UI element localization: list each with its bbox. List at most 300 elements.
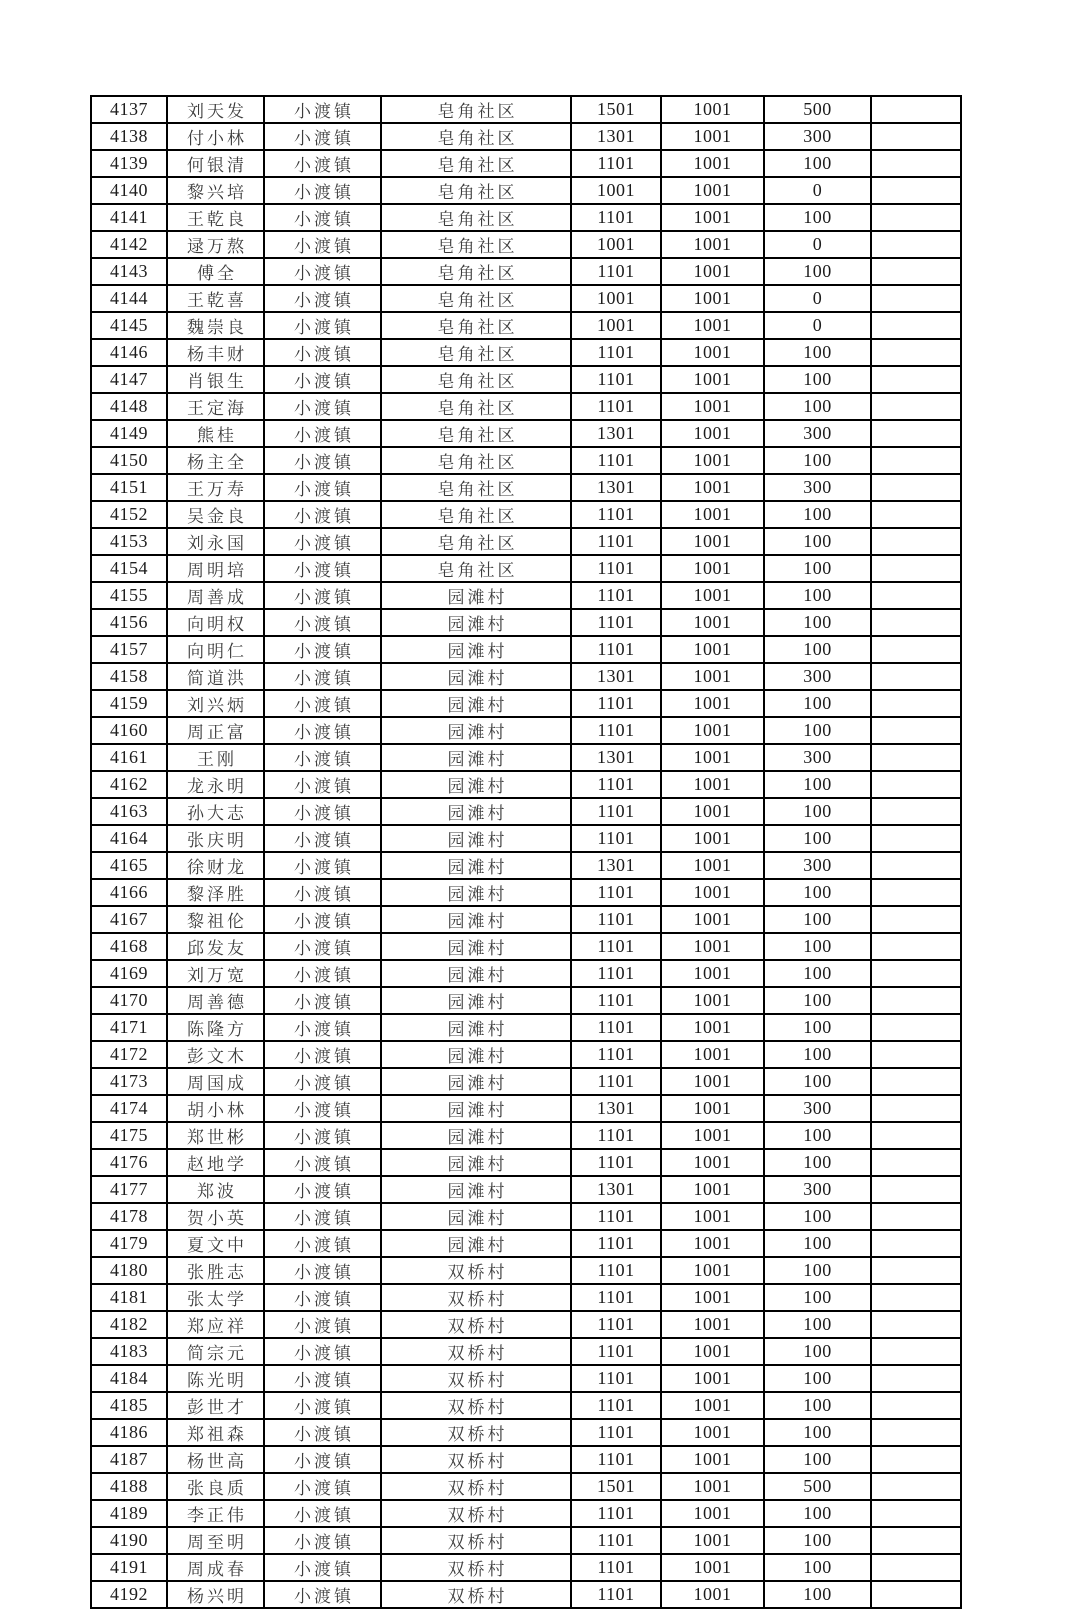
cell-town: 小渡镇 [264,744,381,771]
cell-row-id: 4142 [91,231,167,258]
cell-amount-extra: 100 [764,1392,871,1419]
cell-amount-extra: 100 [764,1041,871,1068]
cell-town: 小渡镇 [264,150,381,177]
cell-empty [871,1446,961,1473]
cell-amount-base: 1001 [661,960,764,987]
cell-town: 小渡镇 [264,1122,381,1149]
cell-amount-extra: 100 [764,1554,871,1581]
cell-row-id: 4186 [91,1419,167,1446]
cell-person-name: 郑应祥 [167,1311,264,1338]
cell-amount-base: 1001 [661,123,764,150]
table-row [91,1014,961,1041]
cell-amount-extra: 100 [764,960,871,987]
cell-amount-total: 1301 [571,474,661,501]
cell-row-id: 4143 [91,258,167,285]
table-row [91,825,961,852]
cell-row-id: 4149 [91,420,167,447]
cell-village: 皂角社区 [381,258,571,285]
cell-village: 皂角社区 [381,285,571,312]
cell-village: 皂角社区 [381,474,571,501]
table-row [91,258,961,285]
cell-amount-total: 1101 [571,1500,661,1527]
cell-empty [871,555,961,582]
cell-row-id: 4188 [91,1473,167,1500]
cell-amount-total: 1101 [571,528,661,555]
cell-village: 园滩村 [381,1230,571,1257]
table-row [91,339,961,366]
cell-village: 皂角社区 [381,177,571,204]
table-row [91,1041,961,1068]
cell-town: 小渡镇 [264,960,381,987]
cell-amount-total: 1501 [571,96,661,123]
cell-empty [871,609,961,636]
cell-person-name: 徐财龙 [167,852,264,879]
cell-village: 园滩村 [381,798,571,825]
cell-person-name: 傅全 [167,258,264,285]
cell-empty [871,231,961,258]
cell-person-name: 龙永明 [167,771,264,798]
cell-amount-base: 1001 [661,1203,764,1230]
cell-amount-base: 1001 [661,1284,764,1311]
cell-amount-base: 1001 [661,393,764,420]
cell-village: 园滩村 [381,1068,571,1095]
cell-person-name: 郑世彬 [167,1122,264,1149]
cell-village: 双桥村 [381,1257,571,1284]
cell-empty [871,528,961,555]
cell-village: 园滩村 [381,825,571,852]
cell-row-id: 4181 [91,1284,167,1311]
cell-empty [871,258,961,285]
table-row [91,1230,961,1257]
table-row [91,771,961,798]
cell-row-id: 4185 [91,1392,167,1419]
cell-amount-total: 1101 [571,1419,661,1446]
cell-empty [871,1095,961,1122]
cell-person-name: 彭文木 [167,1041,264,1068]
cell-person-name: 杨主全 [167,447,264,474]
cell-town: 小渡镇 [264,771,381,798]
cell-amount-total: 1101 [571,1230,661,1257]
cell-amount-total: 1101 [571,798,661,825]
cell-amount-total: 1101 [571,879,661,906]
cell-empty [871,798,961,825]
cell-row-id: 4190 [91,1527,167,1554]
cell-person-name: 刘兴炳 [167,690,264,717]
cell-row-id: 4165 [91,852,167,879]
cell-row-id: 4164 [91,825,167,852]
cell-village: 双桥村 [381,1365,571,1392]
cell-amount-base: 1001 [661,528,764,555]
cell-amount-base: 1001 [661,96,764,123]
cell-amount-base: 1001 [661,420,764,447]
cell-amount-extra: 300 [764,123,871,150]
cell-village: 园滩村 [381,771,571,798]
cell-row-id: 4144 [91,285,167,312]
cell-amount-base: 1001 [661,690,764,717]
cell-amount-extra: 300 [764,1176,871,1203]
cell-town: 小渡镇 [264,717,381,744]
cell-amount-extra: 100 [764,717,871,744]
cell-town: 小渡镇 [264,825,381,852]
cell-amount-total: 1101 [571,771,661,798]
cell-amount-total: 1101 [571,1068,661,1095]
cell-village: 园滩村 [381,1014,571,1041]
table-row [91,1581,961,1608]
cell-row-id: 4156 [91,609,167,636]
cell-amount-total: 1101 [571,501,661,528]
cell-village: 双桥村 [381,1554,571,1581]
cell-row-id: 4155 [91,582,167,609]
table-row [91,663,961,690]
cell-village: 园滩村 [381,717,571,744]
cell-village: 园滩村 [381,582,571,609]
cell-amount-total: 1101 [571,1392,661,1419]
cell-amount-extra: 300 [764,852,871,879]
cell-person-name: 王乾良 [167,204,264,231]
cell-village: 园滩村 [381,879,571,906]
cell-row-id: 4162 [91,771,167,798]
cell-amount-extra: 300 [764,744,871,771]
cell-amount-base: 1001 [661,1041,764,1068]
cell-person-name: 郑波 [167,1176,264,1203]
cell-village: 园滩村 [381,663,571,690]
cell-amount-base: 1001 [661,366,764,393]
cell-amount-extra: 100 [764,933,871,960]
table-row [91,1527,961,1554]
cell-empty [871,1311,961,1338]
cell-amount-extra: 300 [764,474,871,501]
cell-village: 园滩村 [381,609,571,636]
cell-amount-base: 1001 [661,1365,764,1392]
cell-person-name: 肖银生 [167,366,264,393]
cell-amount-extra: 100 [764,1149,871,1176]
cell-village: 园滩村 [381,906,571,933]
cell-town: 小渡镇 [264,231,381,258]
cell-person-name: 黎兴培 [167,177,264,204]
table-row [91,1068,961,1095]
cell-amount-extra: 100 [764,690,871,717]
cell-amount-total: 1101 [571,1149,661,1176]
cell-amount-base: 1001 [661,1500,764,1527]
cell-row-id: 4176 [91,1149,167,1176]
cell-amount-total: 1301 [571,744,661,771]
cell-amount-extra: 100 [764,204,871,231]
table-row [91,1176,961,1203]
cell-row-id: 4180 [91,1257,167,1284]
cell-amount-total: 1101 [571,366,661,393]
cell-amount-base: 1001 [661,1122,764,1149]
cell-town: 小渡镇 [264,1392,381,1419]
cell-amount-total: 1101 [571,636,661,663]
table-row [91,555,961,582]
cell-village: 双桥村 [381,1311,571,1338]
cell-amount-total: 1301 [571,1095,661,1122]
cell-village: 皂角社区 [381,150,571,177]
cell-village: 双桥村 [381,1446,571,1473]
cell-row-id: 4152 [91,501,167,528]
cell-empty [871,1041,961,1068]
table-row [91,1500,961,1527]
cell-village: 皂角社区 [381,123,571,150]
cell-amount-base: 1001 [661,798,764,825]
cell-empty [871,771,961,798]
cell-empty [871,312,961,339]
table-row [91,231,961,258]
cell-row-id: 4141 [91,204,167,231]
cell-person-name: 周善成 [167,582,264,609]
cell-town: 小渡镇 [264,528,381,555]
cell-amount-base: 1001 [661,609,764,636]
cell-town: 小渡镇 [264,204,381,231]
cell-amount-total: 1101 [571,1365,661,1392]
table-row [91,1122,961,1149]
cell-village: 园滩村 [381,1122,571,1149]
cell-row-id: 4163 [91,798,167,825]
roster-table [90,95,962,1609]
cell-empty [871,96,961,123]
cell-village: 双桥村 [381,1500,571,1527]
cell-person-name: 贺小英 [167,1203,264,1230]
cell-empty [871,906,961,933]
cell-person-name: 陈隆方 [167,1014,264,1041]
cell-amount-total: 1101 [571,1284,661,1311]
table-row [91,366,961,393]
cell-person-name: 赵地学 [167,1149,264,1176]
cell-row-id: 4158 [91,663,167,690]
cell-amount-total: 1101 [571,825,661,852]
cell-amount-base: 1001 [661,447,764,474]
cell-town: 小渡镇 [264,447,381,474]
cell-row-id: 4171 [91,1014,167,1041]
cell-amount-total: 1101 [571,1311,661,1338]
cell-amount-base: 1001 [661,1554,764,1581]
cell-empty [871,420,961,447]
cell-row-id: 4140 [91,177,167,204]
cell-row-id: 4159 [91,690,167,717]
table-row [91,1365,961,1392]
cell-amount-total: 1501 [571,1473,661,1500]
cell-empty [871,690,961,717]
cell-amount-base: 1001 [661,1392,764,1419]
table-row [91,1338,961,1365]
cell-row-id: 4191 [91,1554,167,1581]
cell-empty [871,1284,961,1311]
cell-row-id: 4138 [91,123,167,150]
cell-amount-total: 1101 [571,1338,661,1365]
cell-person-name: 夏文中 [167,1230,264,1257]
cell-person-name: 刘永国 [167,528,264,555]
cell-village: 皂角社区 [381,447,571,474]
cell-village: 双桥村 [381,1419,571,1446]
table-row [91,501,961,528]
cell-amount-extra: 100 [764,555,871,582]
cell-amount-extra: 100 [764,771,871,798]
cell-amount-base: 1001 [661,1581,764,1608]
cell-amount-extra: 100 [764,582,871,609]
cell-town: 小渡镇 [264,1365,381,1392]
cell-village: 园滩村 [381,636,571,663]
cell-amount-total: 1101 [571,582,661,609]
cell-amount-extra: 100 [764,1500,871,1527]
cell-row-id: 4168 [91,933,167,960]
cell-amount-total: 1101 [571,1257,661,1284]
cell-amount-base: 1001 [661,636,764,663]
table-row [91,906,961,933]
cell-person-name: 刘万宽 [167,960,264,987]
cell-amount-base: 1001 [661,852,764,879]
cell-empty [871,1338,961,1365]
cell-row-id: 4175 [91,1122,167,1149]
cell-amount-total: 1101 [571,447,661,474]
cell-town: 小渡镇 [264,393,381,420]
table-row [91,1095,961,1122]
cell-village: 皂角社区 [381,312,571,339]
cell-empty [871,1230,961,1257]
cell-town: 小渡镇 [264,366,381,393]
cell-amount-base: 1001 [661,1338,764,1365]
cell-row-id: 4189 [91,1500,167,1527]
cell-person-name: 周至明 [167,1527,264,1554]
cell-amount-total: 1101 [571,960,661,987]
cell-amount-total: 1001 [571,285,661,312]
cell-amount-extra: 100 [764,906,871,933]
cell-amount-base: 1001 [661,987,764,1014]
cell-town: 小渡镇 [264,1500,381,1527]
cell-amount-extra: 100 [764,1338,871,1365]
cell-amount-extra: 300 [764,1095,871,1122]
cell-amount-total: 1001 [571,312,661,339]
cell-row-id: 4137 [91,96,167,123]
cell-village: 双桥村 [381,1284,571,1311]
cell-amount-extra: 100 [764,1014,871,1041]
cell-village: 皂角社区 [381,339,571,366]
cell-amount-base: 1001 [661,1311,764,1338]
table-row [91,636,961,663]
cell-village: 皂角社区 [381,393,571,420]
table-row [91,690,961,717]
cell-village: 皂角社区 [381,366,571,393]
cell-empty [871,717,961,744]
cell-town: 小渡镇 [264,1068,381,1095]
cell-town: 小渡镇 [264,636,381,663]
cell-amount-extra: 100 [764,825,871,852]
cell-amount-base: 1001 [661,177,764,204]
cell-person-name: 付小林 [167,123,264,150]
table-row [91,177,961,204]
cell-amount-extra: 100 [764,1581,871,1608]
cell-row-id: 4184 [91,1365,167,1392]
cell-person-name: 吴金良 [167,501,264,528]
cell-amount-base: 1001 [661,1230,764,1257]
cell-amount-base: 1001 [661,663,764,690]
cell-town: 小渡镇 [264,258,381,285]
cell-row-id: 4148 [91,393,167,420]
cell-village: 双桥村 [381,1338,571,1365]
table-row [91,204,961,231]
cell-village: 园滩村 [381,933,571,960]
cell-town: 小渡镇 [264,1041,381,1068]
table-row [91,447,961,474]
cell-person-name: 郑祖森 [167,1419,264,1446]
cell-person-name: 杨世高 [167,1446,264,1473]
cell-amount-base: 1001 [661,258,764,285]
cell-amount-total: 1001 [571,177,661,204]
cell-amount-total: 1101 [571,1122,661,1149]
cell-village: 皂角社区 [381,501,571,528]
cell-empty [871,150,961,177]
cell-town: 小渡镇 [264,906,381,933]
cell-empty [871,582,961,609]
cell-row-id: 4183 [91,1338,167,1365]
cell-person-name: 周善德 [167,987,264,1014]
table-row [91,609,961,636]
table-body [91,96,961,1608]
cell-empty [871,1554,961,1581]
cell-empty [871,474,961,501]
cell-person-name: 简道洪 [167,663,264,690]
cell-town: 小渡镇 [264,1554,381,1581]
cell-row-id: 4173 [91,1068,167,1095]
cell-amount-extra: 100 [764,258,871,285]
cell-empty [871,663,961,690]
cell-row-id: 4161 [91,744,167,771]
cell-amount-base: 1001 [661,1014,764,1041]
cell-empty [871,1581,961,1608]
cell-town: 小渡镇 [264,690,381,717]
cell-village: 园滩村 [381,690,571,717]
table-row [91,1311,961,1338]
cell-amount-base: 1001 [661,933,764,960]
cell-amount-extra: 100 [764,1311,871,1338]
table-row [91,744,961,771]
cell-empty [871,960,961,987]
cell-amount-extra: 100 [764,1419,871,1446]
cell-row-id: 4178 [91,1203,167,1230]
table-row [91,1284,961,1311]
cell-village: 园滩村 [381,1041,571,1068]
cell-amount-base: 1001 [661,1527,764,1554]
cell-amount-base: 1001 [661,474,764,501]
cell-row-id: 4151 [91,474,167,501]
cell-row-id: 4169 [91,960,167,987]
cell-person-name: 胡小林 [167,1095,264,1122]
cell-amount-total: 1101 [571,1041,661,1068]
table-row [91,879,961,906]
cell-town: 小渡镇 [264,852,381,879]
table-row [91,1473,961,1500]
cell-amount-extra: 100 [764,150,871,177]
cell-person-name: 王刚 [167,744,264,771]
cell-row-id: 4167 [91,906,167,933]
cell-row-id: 4172 [91,1041,167,1068]
document-page [90,95,962,1609]
cell-amount-total: 1101 [571,1527,661,1554]
cell-amount-extra: 300 [764,420,871,447]
cell-amount-total: 1101 [571,690,661,717]
cell-person-name: 杨丰财 [167,339,264,366]
cell-person-name: 周成春 [167,1554,264,1581]
cell-empty [871,852,961,879]
cell-amount-total: 1101 [571,717,661,744]
cell-town: 小渡镇 [264,285,381,312]
cell-town: 小渡镇 [264,1176,381,1203]
table-row [91,987,961,1014]
cell-empty [871,933,961,960]
cell-amount-extra: 0 [764,231,871,258]
cell-amount-base: 1001 [661,1446,764,1473]
cell-empty [871,393,961,420]
cell-empty [871,879,961,906]
